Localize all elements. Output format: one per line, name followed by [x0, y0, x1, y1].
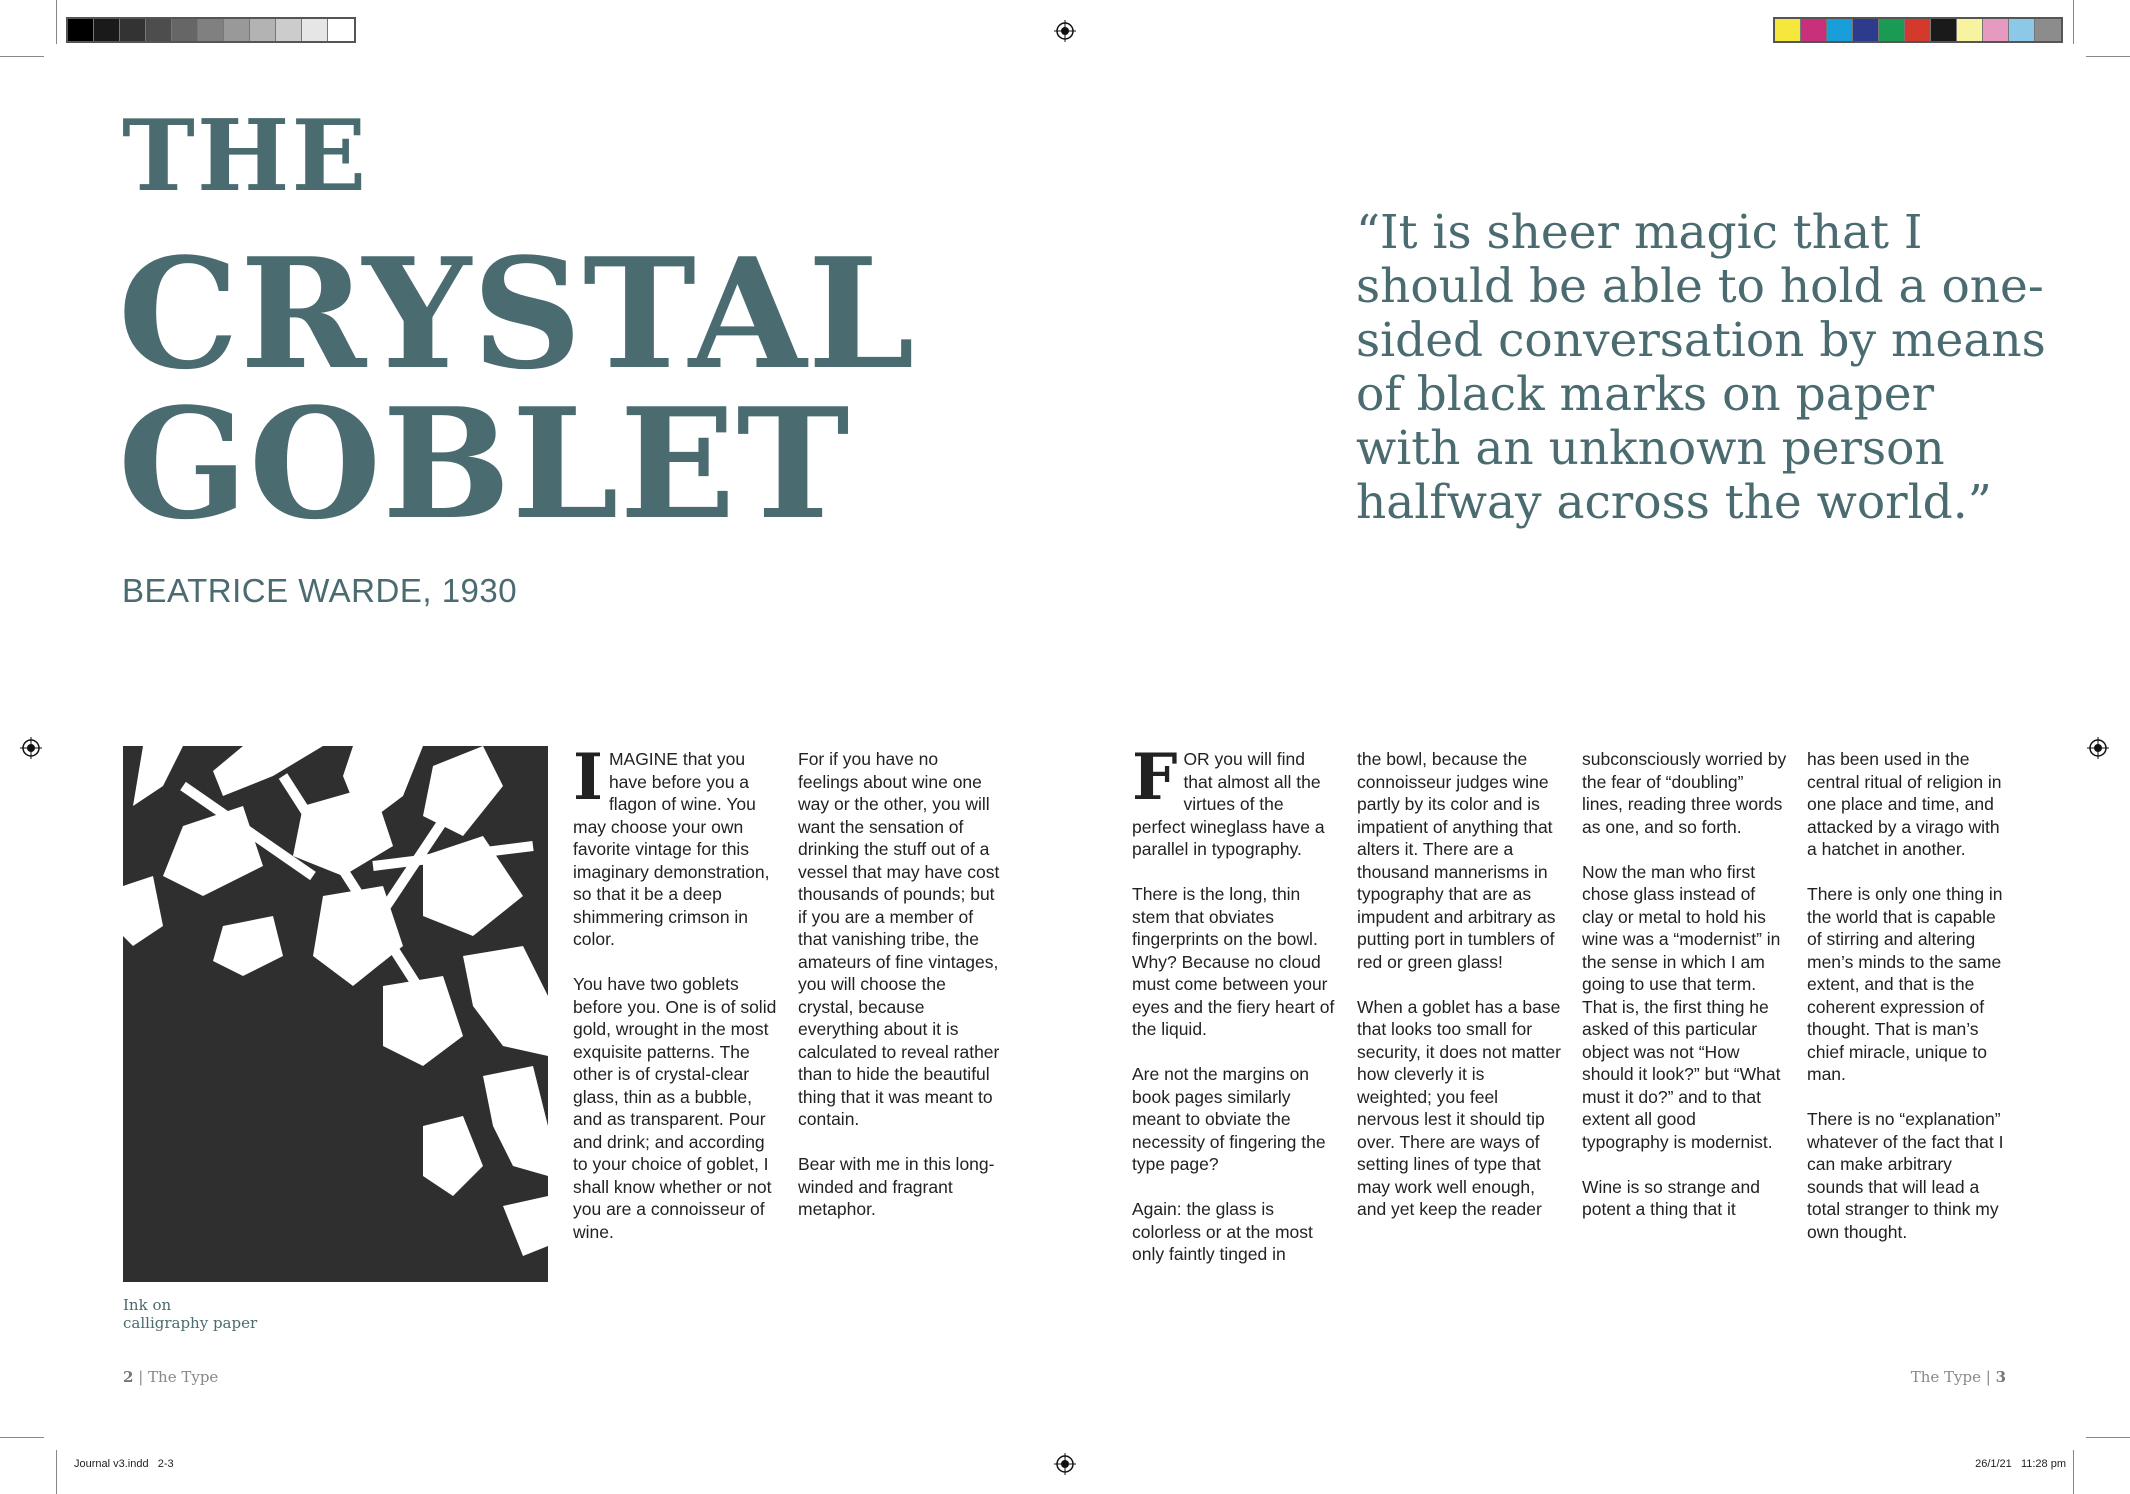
crop-mark: [56, 1450, 57, 1494]
drop-cap: I: [573, 740, 603, 815]
section-name: The Type: [148, 1368, 219, 1386]
ink-texture-icon: [123, 746, 548, 1282]
byline: BEATRICE WARDE, 1930: [122, 572, 518, 609]
paragraph: the bowl, because the connoisseur judges wine partly by its color and is impatient of anything that alters it. There are a thousand mannerisms in typography that are as impudent and arbitrary as putting port in tumblers of red or green glass!: [1357, 749, 1556, 972]
text-column-1: [573, 740, 778, 1266]
paragraph: Wine is so strange and potent a thing that it: [1582, 1176, 1761, 1219]
slug-filename: Journal v3.indd 2-3: [74, 1458, 174, 1470]
text-column-4: [1357, 748, 1562, 1243]
paragraph: When a goblet has a base that looks too small for security, it does not matter how cleverly it is weighted; you feel nervous lest it should tip over. There are ways of setting lines of type that may work well enough, and yet keep the reader: [1357, 996, 1561, 1219]
paragraph: Bear with me in this long-winded and fragrant metaphor.: [798, 1154, 995, 1219]
text-column-5: [1582, 748, 1787, 1243]
crop-mark: [2086, 1437, 2130, 1438]
folio-left: 2 | The Type: [123, 1368, 219, 1386]
title-line-crystal: CRYSTAL: [118, 224, 916, 403]
crop-mark: [0, 1437, 44, 1438]
crop-mark: [2086, 56, 2130, 57]
title-line-goblet: GOBLET: [118, 374, 851, 553]
page-number: 3: [1995, 1368, 2006, 1386]
paragraph: subconsciously worried by the fear of “doubling” lines, reading three words as one, and so forth.: [1582, 749, 1787, 837]
paragraph: You have two goblets before you. One is of solid gold, wrought in the most exquisite patterns. The other is of crystal-clear glass, thin as a bubble, and as transparent. Pour and drink; and according to your choice of goblet, I shall know whether or not you are a connoisseur of wine.: [573, 974, 777, 1242]
text-column-6: [1807, 748, 2012, 1266]
registration-mark-icon: [2087, 737, 2109, 759]
paragraph: MAGINE that you have before you a flagon of wine. You may choose your own favorite vintage for this imaginary demonstration, so that it be a deep shimmering crimson in color.: [573, 749, 770, 949]
paragraph: Now the man who first chose glass instead of clay or metal to hold his wine was a “modernist” in the sense in which I am going to use that term. That is, the first thing he asked of this particular object was not “How should it look?” but “What must it do?” and to that extent all good typography is modernist.: [1582, 861, 1781, 1152]
process-color-bar: [1773, 17, 2063, 43]
paragraph: has been used in the central ritual of religion in one place and time, and attacked by a virago with a hatchet in another.: [1807, 749, 2002, 859]
crop-mark: [56, 0, 57, 44]
paragraph: Again: the glass is colorless or at the most only faintly tinged in: [1132, 1199, 1313, 1264]
crop-mark: [0, 56, 44, 57]
paragraph: Are not the margins on book pages similarly meant to obviate the necessity of fingering the type page?: [1132, 1064, 1326, 1174]
paragraph: OR you will find that almost all the virtues of the perfect wineglass have a parallel in typography.: [1132, 749, 1325, 859]
paragraph: For if you have no feelings about wine one way or the other, you will want the sensation of drinking the stuff out of a vessel that may have cost thousands of pounds; but if you are a member of that vanishing tribe, the amateurs of fine vintages, you will choose the crystal, because everything about it is calculated to reveal rather than to hide the beautiful thing that it was meant to contain.: [798, 749, 1000, 1129]
registration-mark-icon: [1054, 1453, 1076, 1475]
slug-timestamp: 26/1/21 11:28 pm: [1975, 1458, 2066, 1470]
crop-mark: [2073, 1450, 2074, 1494]
page-number: 2: [123, 1368, 134, 1386]
paragraph: There is no “explanation” whatever of the fact that I can make arbitrary sounds that will lead a total stranger to think my own thought.: [1807, 1109, 2004, 1242]
pull-quote: “It is sheer magic that I should be able to hold a one-sided conversation by means of black marks on paper with an unknown person halfway across the world.”: [1356, 205, 2046, 530]
image-caption: Ink on calligraphy paper: [123, 1296, 258, 1332]
title-line-the: THE: [122, 99, 369, 214]
paragraph: There is only one thing in the world that is capable of stirring and altering men’s minds to the same extent, and that is the coherent expression of thought. That is man’s chief miracle, unique to man.: [1807, 884, 2003, 1084]
text-column-2: [798, 748, 1003, 1243]
text-column-3: [1132, 740, 1337, 1288]
paragraph: There is the long, thin stem that obviates fingerprints on the bowl. Why? Because no cloud must come between your eyes and the fiery heart of the liquid.: [1132, 884, 1335, 1039]
gray-color-bar: [66, 17, 356, 43]
drop-cap: F: [1132, 740, 1178, 815]
crop-mark: [2073, 0, 2074, 44]
registration-mark-icon: [1054, 20, 1076, 42]
section-name: The Type: [1910, 1368, 1981, 1386]
registration-mark-icon: [20, 737, 42, 759]
ink-artwork-image: [123, 746, 548, 1282]
folio-right: The Type | 3: [1910, 1368, 2006, 1386]
